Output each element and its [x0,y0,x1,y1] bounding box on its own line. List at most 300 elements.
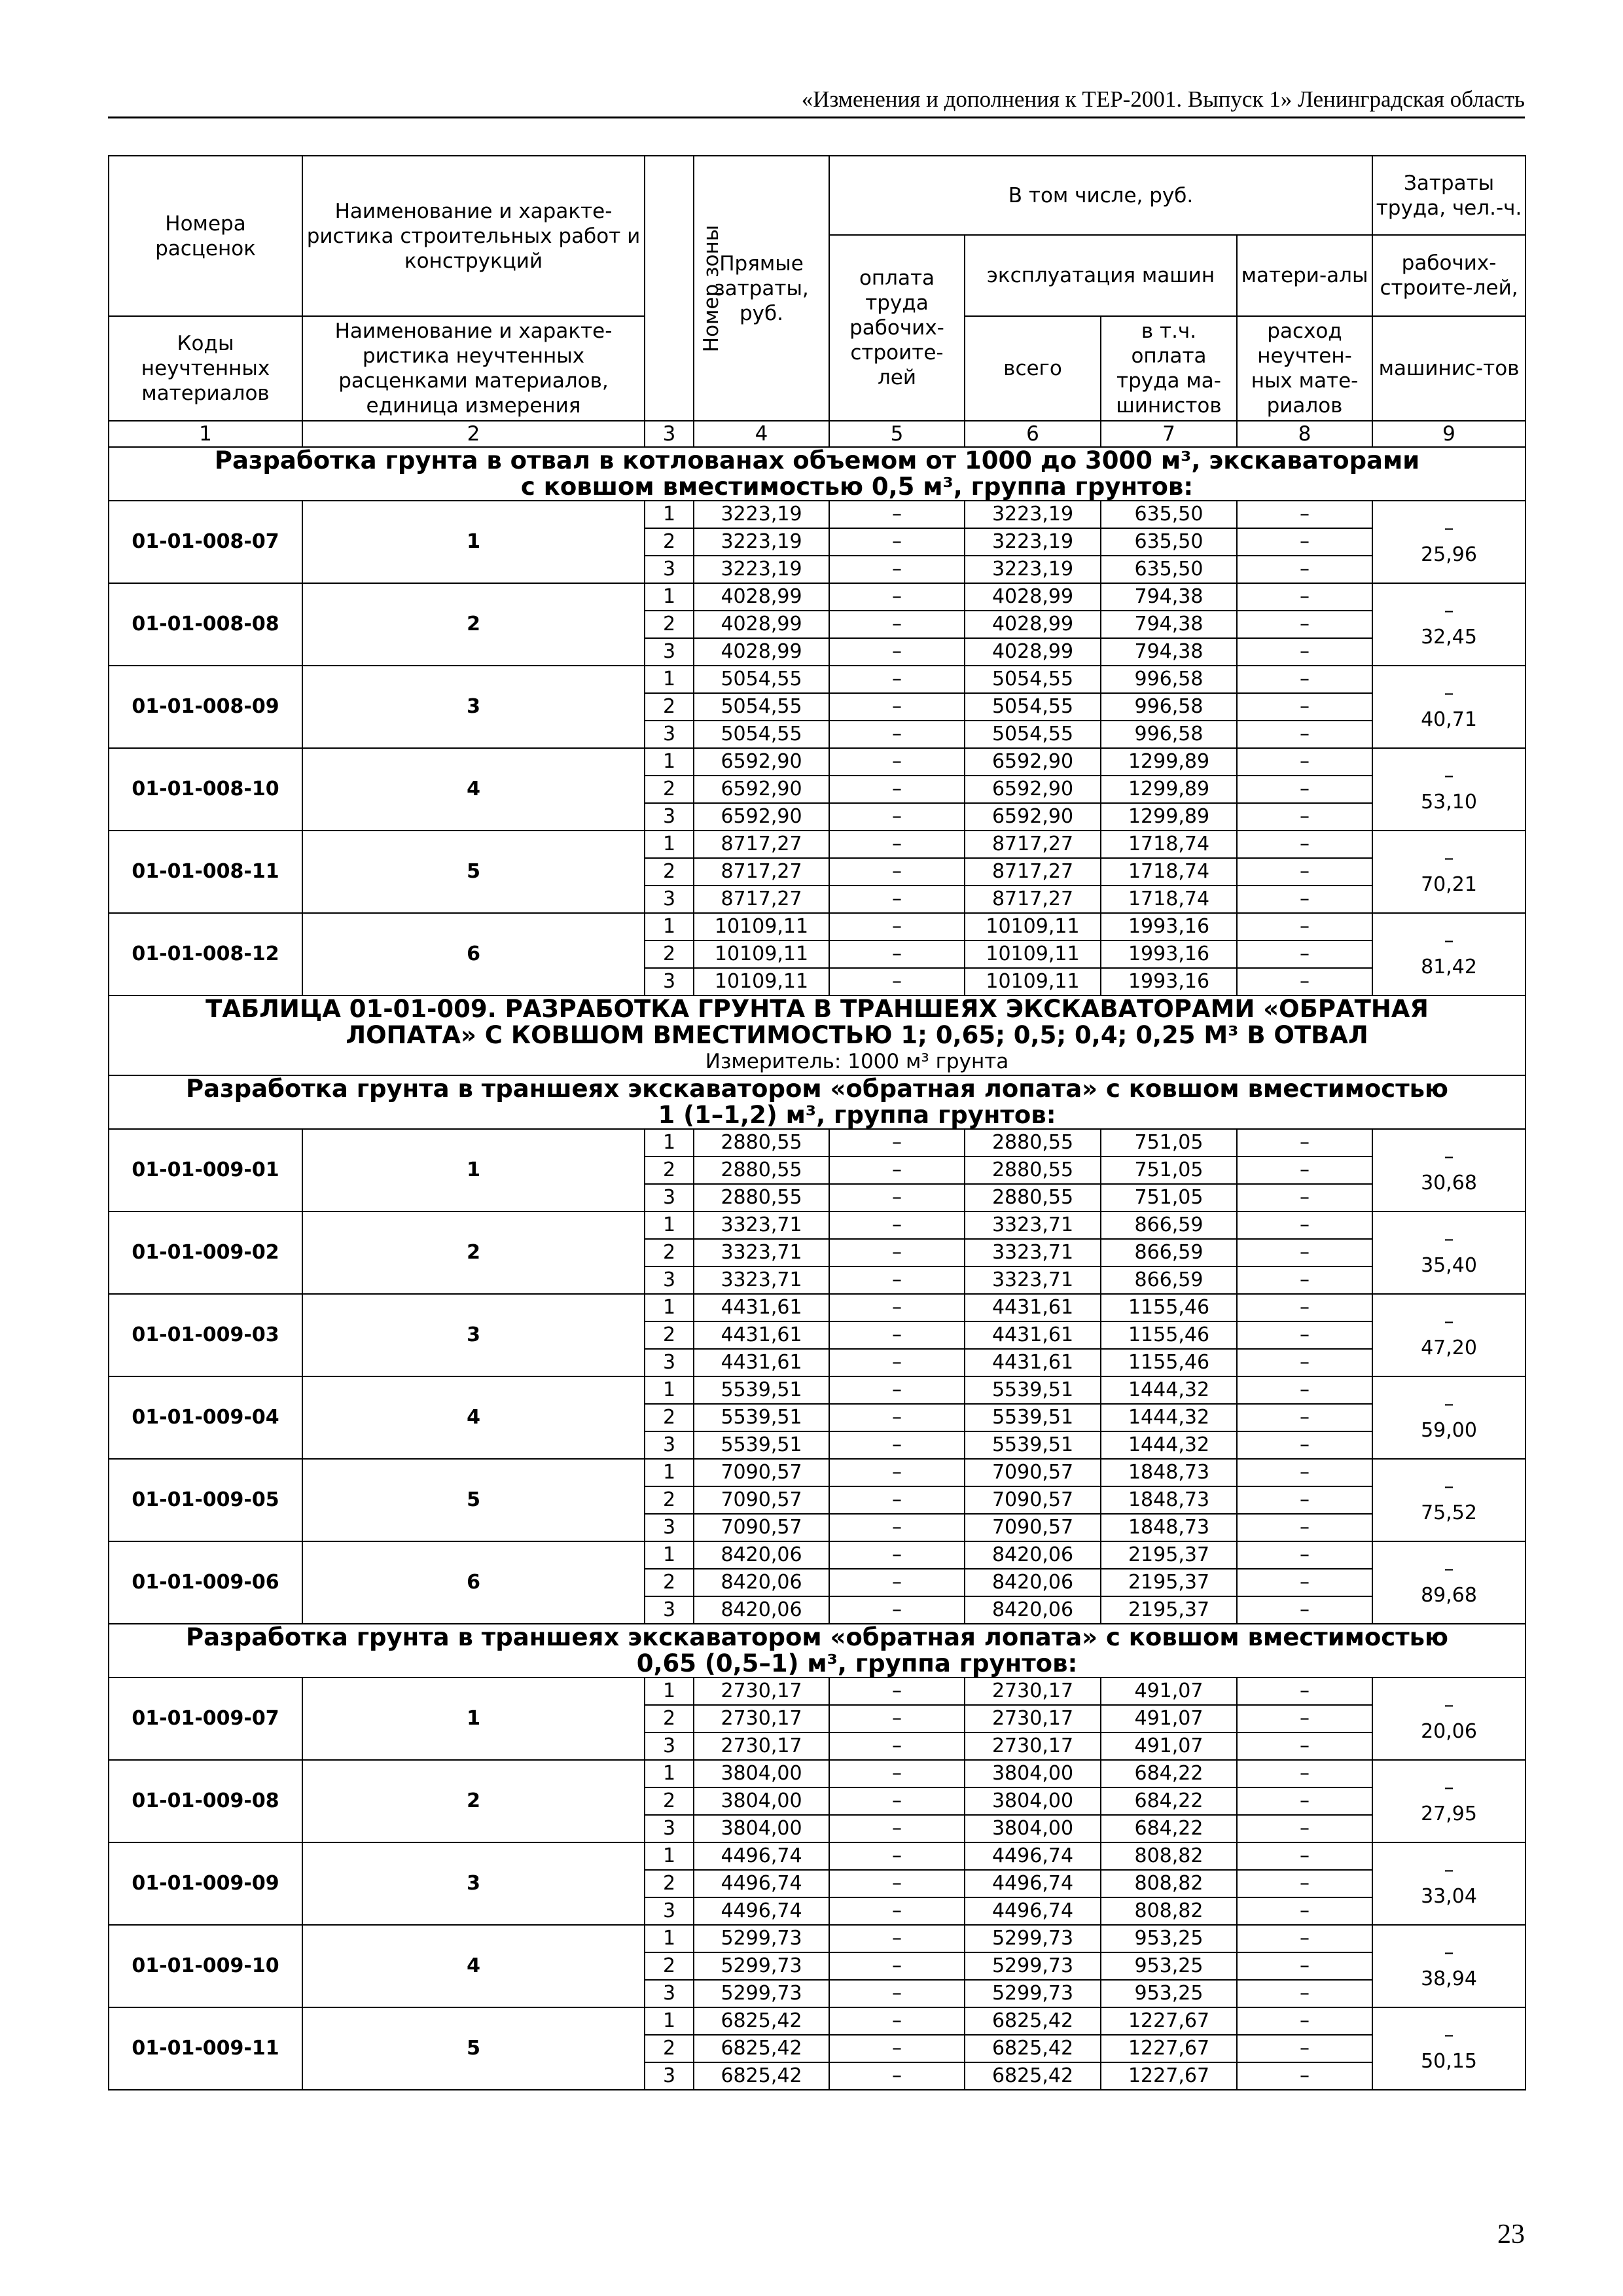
wages-value: – [829,1815,965,1842]
machines-cost: 5054,55 [965,666,1101,693]
workers-labor: – [1444,2024,1454,2047]
machines-cost: 6592,90 [965,748,1101,776]
wages-value: – [829,1349,965,1376]
direct-cost: 2880,55 [694,1184,829,1211]
direct-cost: 5299,73 [694,1980,829,2007]
operators-labor: 40,71 [1421,708,1477,731]
direct-cost: 6825,42 [694,2035,829,2062]
soil-group: 5 [302,2007,645,2090]
labor-cell [1372,913,1525,996]
direct-cost: 5054,55 [694,693,829,721]
table-row [109,1129,1525,1157]
materials-value: – [1237,721,1372,748]
direct-cost: 7090,57 [694,1514,829,1541]
materials-value: – [1237,2007,1372,2035]
wages-value: – [829,1760,965,1787]
wages-value: – [829,583,965,611]
zone-number: 2 [645,1870,694,1897]
materials-value: – [1237,1459,1372,1486]
machinist-wages: 751,05 [1101,1184,1237,1211]
direct-cost: 2880,55 [694,1129,829,1157]
zone-number: 3 [645,803,694,831]
operators-labor: 50,15 [1421,2050,1477,2073]
machinist-wages: 1227,67 [1101,2035,1237,2062]
materials-value: – [1237,693,1372,721]
machinist-wages: 751,05 [1101,1129,1237,1157]
machines-cost: 5539,51 [965,1431,1101,1459]
machines-cost: 4028,99 [965,583,1101,611]
materials-value: – [1237,1870,1372,1897]
machinist-wages: 996,58 [1101,666,1237,693]
wages-value: – [829,1897,965,1925]
zone-number: 2 [645,776,694,803]
soil-group: 3 [302,1842,645,1925]
soil-group: 2 [302,583,645,666]
direct-cost: 4496,74 [694,1870,829,1897]
machinist-wages: 953,25 [1101,1952,1237,1980]
operators-labor: 32,45 [1421,626,1477,649]
machines-cost: 3223,19 [965,556,1101,583]
soil-group: 1 [302,501,645,583]
materials-value: – [1237,1431,1372,1459]
direct-cost: 4431,61 [694,1321,829,1349]
wages-value: – [829,1541,965,1569]
machinist-wages: 635,50 [1101,528,1237,556]
direct-cost: 5539,51 [694,1376,829,1404]
soil-group: 6 [302,1541,645,1624]
materials-value: – [1237,1157,1372,1184]
machines-cost: 6825,42 [965,2007,1101,2035]
wages-value: – [829,941,965,968]
zone-number: 1 [645,583,694,611]
direct-cost: 10109,11 [694,968,829,996]
machines-cost: 8420,06 [965,1569,1101,1596]
workers-labor: – [1444,1694,1454,1717]
section-heading-line: 0,65 (0,5–1) м³, группа грунтов: [636,1649,1078,1677]
direct-cost: 7090,57 [694,1459,829,1486]
rate-code: 01-01-009-06 [109,1541,302,1624]
direct-cost: 8420,06 [694,1596,829,1624]
materials-value: – [1237,501,1372,528]
materials-value: – [1237,941,1372,968]
machines-cost: 2730,17 [965,1705,1101,1732]
labor-cell [1372,583,1525,666]
machinist-wages: 751,05 [1101,1157,1237,1184]
direct-cost: 2730,17 [694,1705,829,1732]
machines-cost: 2880,55 [965,1184,1101,1211]
direct-cost: 10109,11 [694,913,829,941]
direct-cost: 10109,11 [694,941,829,968]
materials-value: – [1237,1952,1372,1980]
direct-cost: 3223,19 [694,528,829,556]
wages-value: – [829,556,965,583]
wages-value: – [829,803,965,831]
rate-code: 01-01-009-07 [109,1677,302,1760]
wages-value: – [829,1486,965,1514]
wages-value: – [829,2007,965,2035]
machines-cost: 5299,73 [965,1925,1101,1952]
labor-cell [1372,1541,1525,1624]
materials-value: – [1237,831,1372,858]
col-operators-header: машинис-тов [1372,316,1525,421]
zone-number: 3 [645,1815,694,1842]
zone-number: 3 [645,2062,694,2090]
wages-value: – [829,1459,965,1486]
zone-number: 2 [645,1705,694,1732]
materials-value: – [1237,528,1372,556]
wages-value: – [829,1980,965,2007]
table-row [109,501,1525,528]
wages-value: – [829,831,965,858]
materials-value: – [1237,1677,1372,1705]
wages-value: – [829,1294,965,1321]
operators-labor: 30,68 [1421,1172,1477,1194]
soil-group: 4 [302,748,645,831]
rate-code: 01-01-008-11 [109,831,302,913]
col-mach-wages-header: в т.ч. оплата труда ма-шинистов [1101,316,1237,421]
materials-value: – [1237,1842,1372,1870]
operators-labor: 59,00 [1421,1419,1477,1442]
direct-cost: 5539,51 [694,1431,829,1459]
wages-value: – [829,1842,965,1870]
labor-cell [1372,1211,1525,1294]
col-incl-header: В том числе, руб. [829,156,1372,235]
table-row [109,1376,1525,1404]
rate-code: 01-01-009-10 [109,1925,302,2007]
materials-value: – [1237,583,1372,611]
zone-number: 3 [645,1596,694,1624]
table-body [109,447,1525,2090]
section-heading-line: 1 (1–1,2) м³, группа грунтов: [658,1101,1056,1129]
materials-value: – [1237,1925,1372,1952]
col-name-header: Наименование и характе-ристика строительных работ и конструкций [302,156,645,316]
zone-number: 2 [645,1952,694,1980]
direct-cost: 6592,90 [694,748,829,776]
machines-cost: 4431,61 [965,1321,1101,1349]
machinist-wages: 794,38 [1101,583,1237,611]
machines-cost: 5539,51 [965,1404,1101,1431]
table-meter: Измеритель: 1000 м³ грунта [705,1050,1009,1073]
machines-cost: 6825,42 [965,2062,1101,2090]
zone-number: 2 [645,528,694,556]
section-row [109,1624,1525,1677]
zone-number: 3 [645,1980,694,2007]
zone-number: 3 [645,556,694,583]
operators-labor: 81,42 [1421,956,1477,978]
materials-value: – [1237,1266,1372,1294]
materials-value: – [1237,2035,1372,2062]
machinist-wages: 808,82 [1101,1870,1237,1897]
table-row [109,1925,1525,1952]
direct-cost: 8717,27 [694,886,829,913]
operators-labor: 27,95 [1421,1803,1477,1825]
wages-value: – [829,1184,965,1211]
machinist-wages: 2195,37 [1101,1541,1237,1569]
col-mat-usage-header: расход неучтен-ных мате-риалов [1237,316,1372,421]
soil-group: 4 [302,1925,645,2007]
materials-value: – [1237,1787,1372,1815]
workers-labor: – [1444,929,1454,952]
rate-code: 01-01-008-10 [109,748,302,831]
table-row [109,1677,1525,1705]
machines-cost: 5539,51 [965,1376,1101,1404]
section-heading [109,447,1525,501]
rate-code: 01-01-009-02 [109,1211,302,1294]
labor-cell [1372,748,1525,831]
zone-number: 3 [645,1184,694,1211]
machinist-wages: 2195,37 [1101,1596,1237,1624]
machinist-wages: 684,22 [1101,1760,1237,1787]
wages-value: – [829,1677,965,1705]
direct-cost: 7090,57 [694,1486,829,1514]
rate-code: 01-01-008-08 [109,583,302,666]
section-heading-line: Разработка грунта в траншеях экскаватором «обратная лопата» с ковшом вместимостью [186,1075,1449,1103]
zone-number: 1 [645,2007,694,2035]
labor-cell [1372,1925,1525,2007]
wages-value: – [829,666,965,693]
direct-cost: 5299,73 [694,1925,829,1952]
workers-labor: – [1444,682,1454,705]
workers-labor: – [1444,1558,1454,1581]
machinist-wages: 1444,32 [1101,1431,1237,1459]
machinist-wages: 953,25 [1101,1980,1237,2007]
machines-cost: 10109,11 [965,968,1101,996]
direct-cost: 4496,74 [694,1842,829,1870]
machinist-wages: 1718,74 [1101,886,1237,913]
wages-value: – [829,2062,965,2090]
operators-labor: 75,52 [1421,1501,1477,1524]
zone-number: 3 [645,1266,694,1294]
wages-value: – [829,1211,965,1239]
materials-value: – [1237,666,1372,693]
machines-cost: 5054,55 [965,693,1101,721]
machinist-wages: 491,07 [1101,1677,1237,1705]
zone-number: 2 [645,1486,694,1514]
rate-code: 01-01-009-09 [109,1842,302,1925]
workers-labor: – [1444,1859,1454,1882]
materials-value: – [1237,748,1372,776]
zone-number: 1 [645,1211,694,1239]
zone-number: 2 [645,2035,694,2062]
zone-number: 2 [645,1569,694,1596]
machinist-wages: 684,22 [1101,1787,1237,1815]
zone-number: 1 [645,1541,694,1569]
running-header: «Изменения и дополнения к ТЕР-2001. Выпуск 1» Ленинградская область [108,82,1525,118]
machines-cost: 6592,90 [965,803,1101,831]
direct-cost: 2880,55 [694,1157,829,1184]
machines-cost: 3323,71 [965,1239,1101,1266]
table-row [109,666,1525,693]
zone-number: 1 [645,1677,694,1705]
direct-cost: 3804,00 [694,1815,829,1842]
page-number: 23 [1497,2219,1525,2250]
labor-cell [1372,1760,1525,1842]
machines-cost: 4431,61 [965,1349,1101,1376]
machinist-wages: 1993,16 [1101,913,1237,941]
section-heading-line: ТАБЛИЦА 01-01-009. РАЗРАБОТКА ГРУНТА В ТРАНШЕЯХ ЭКСКАВАТОРАМИ «ОБРАТНАЯ [205,995,1429,1023]
materials-value: – [1237,2062,1372,2090]
table-row [109,748,1525,776]
wages-value: – [829,1569,965,1596]
wages-value: – [829,1129,965,1157]
wages-value: – [829,1404,965,1431]
col-codes-header: Номера расценок [109,156,302,316]
materials-value: – [1237,638,1372,666]
machinist-wages: 1299,89 [1101,776,1237,803]
direct-cost: 6825,42 [694,2062,829,2090]
machinist-wages: 808,82 [1101,1842,1237,1870]
labor-cell [1372,1376,1525,1459]
wages-value: – [829,1239,965,1266]
wages-value: – [829,638,965,666]
machines-cost: 5299,73 [965,1952,1101,1980]
zone-number: 1 [645,501,694,528]
section-heading-line: Разработка грунта в отвал в котлованах объемом от 1000 до 3000 м³, экскаваторами [214,446,1420,475]
direct-cost: 4028,99 [694,611,829,638]
zone-number: 1 [645,1925,694,1952]
zone-number: 3 [645,721,694,748]
zone-number: 2 [645,941,694,968]
labor-cell [1372,2007,1525,2090]
soil-group: 3 [302,666,645,748]
col-labor-header: Затраты труда, чел.-ч. [1372,156,1525,235]
wages-value: – [829,1157,965,1184]
zone-number: 1 [645,1294,694,1321]
machinist-wages: 866,59 [1101,1266,1237,1294]
materials-value: – [1237,611,1372,638]
machinist-wages: 808,82 [1101,1897,1237,1925]
zone-number: 1 [645,748,694,776]
zone-number: 3 [645,1349,694,1376]
soil-group: 3 [302,1294,645,1376]
table-row [109,2007,1525,2035]
col-number: 6 [965,421,1101,447]
materials-value: – [1237,776,1372,803]
col-materials-header: матери-алы [1237,235,1372,316]
machinist-wages: 794,38 [1101,638,1237,666]
materials-value: – [1237,1980,1372,2007]
wages-value: – [829,858,965,886]
workers-labor: – [1444,1776,1454,1799]
machinist-wages: 684,22 [1101,1815,1237,1842]
operators-labor: 53,10 [1421,791,1477,814]
wages-value: – [829,913,965,941]
machinist-wages: 1718,74 [1101,831,1237,858]
direct-cost: 3323,71 [694,1266,829,1294]
machines-cost: 8717,27 [965,886,1101,913]
materials-value: – [1237,1897,1372,1925]
zone-number: 3 [645,1897,694,1925]
materials-value: – [1237,1705,1372,1732]
section-heading [109,1075,1525,1129]
materials-value: – [1237,1129,1372,1157]
labor-cell [1372,1677,1525,1760]
operators-labor: 33,04 [1421,1885,1477,1908]
machines-cost: 8420,06 [965,1541,1101,1569]
materials-value: – [1237,968,1372,996]
machines-cost: 6825,42 [965,2035,1101,2062]
materials-value: – [1237,556,1372,583]
workers-labor: – [1444,600,1454,622]
direct-cost: 3323,71 [694,1239,829,1266]
table-row [109,1760,1525,1787]
wages-value: – [829,1431,965,1459]
machinist-wages: 866,59 [1101,1211,1237,1239]
machinist-wages: 1444,32 [1101,1376,1237,1404]
materials-value: – [1237,1321,1372,1349]
machines-cost: 7090,57 [965,1514,1101,1541]
operators-labor: 25,96 [1421,543,1477,566]
col-number: 8 [1237,421,1372,447]
workers-labor: – [1444,1475,1454,1498]
machines-cost: 4028,99 [965,611,1101,638]
materials-value: – [1237,913,1372,941]
machinist-wages: 1848,73 [1101,1486,1237,1514]
materials-value: – [1237,858,1372,886]
zone-number: 1 [645,1376,694,1404]
wages-value: – [829,611,965,638]
machines-cost: 4496,74 [965,1842,1101,1870]
workers-labor: – [1444,764,1454,787]
col-direct-header: Прямые затраты, руб. [694,156,829,421]
rate-code: 01-01-009-11 [109,2007,302,2090]
labor-cell [1372,666,1525,748]
labor-cell [1372,501,1525,583]
direct-cost: 3223,19 [694,556,829,583]
operators-labor: 38,94 [1421,1967,1477,1990]
wages-value: – [829,1321,965,1349]
machinist-wages: 491,07 [1101,1705,1237,1732]
wages-value: – [829,721,965,748]
direct-cost: 6592,90 [694,803,829,831]
wages-value: – [829,1732,965,1760]
zone-number: 3 [645,1431,694,1459]
zone-number: 1 [645,1129,694,1157]
zone-number: 3 [645,1732,694,1760]
machines-cost: 10109,11 [965,913,1101,941]
soil-group: 4 [302,1376,645,1459]
machines-cost: 3323,71 [965,1266,1101,1294]
machinist-wages: 866,59 [1101,1239,1237,1266]
zone-number: 2 [645,1321,694,1349]
machinist-wages: 1299,89 [1101,803,1237,831]
machinist-wages: 1155,46 [1101,1321,1237,1349]
direct-cost: 5054,55 [694,721,829,748]
direct-cost: 2730,17 [694,1732,829,1760]
rates-table [108,155,1526,2090]
zone-number: 2 [645,693,694,721]
col-number-row [109,421,1525,447]
direct-cost: 5299,73 [694,1952,829,1980]
machines-cost: 3804,00 [965,1787,1101,1815]
wages-value: – [829,693,965,721]
machinist-wages: 1227,67 [1101,2062,1237,2090]
wages-value: – [829,776,965,803]
table-row [109,1541,1525,1569]
machinist-wages: 1993,16 [1101,968,1237,996]
machines-cost: 2880,55 [965,1157,1101,1184]
machines-cost: 4496,74 [965,1897,1101,1925]
section-row [109,1075,1525,1129]
zone-number: 2 [645,611,694,638]
col-number: 9 [1372,421,1525,447]
machines-cost: 3323,71 [965,1211,1101,1239]
wages-value: – [829,968,965,996]
direct-cost: 3804,00 [694,1787,829,1815]
machinist-wages: 2195,37 [1101,1569,1237,1596]
direct-cost: 5054,55 [694,666,829,693]
direct-cost: 8717,27 [694,858,829,886]
